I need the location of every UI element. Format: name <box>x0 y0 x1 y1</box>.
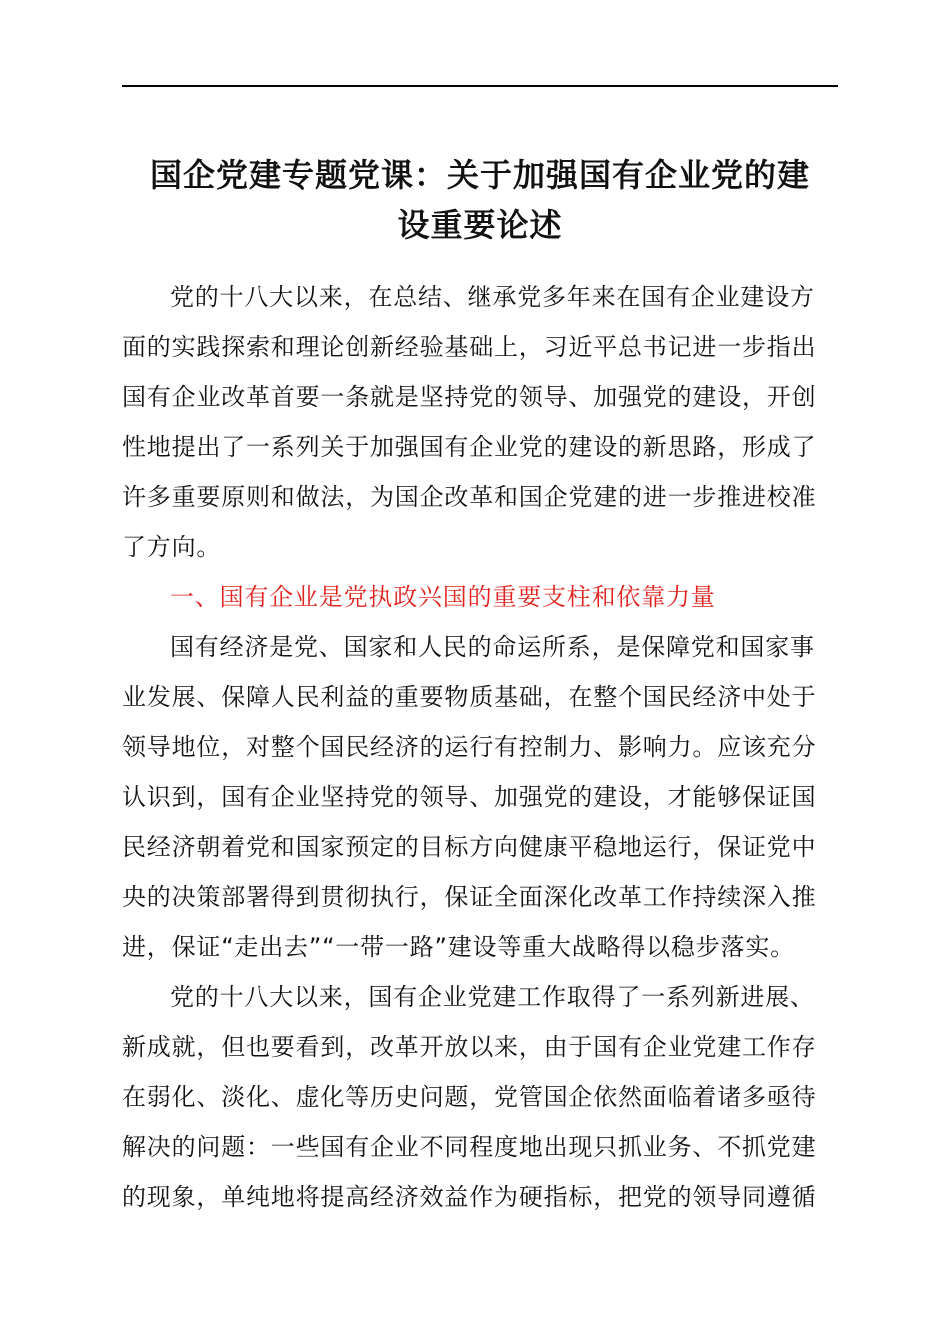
paragraph-section-1 <box>122 622 838 972</box>
text-line: 业发展、保障人民利益的重要物质基础，在整个国民经济中处于 <box>122 683 817 711</box>
text-line: 解决的问题：一些国有企业不同程度地出现只抓业务、不抓党建 <box>122 1133 817 1161</box>
text-line: 民经济朝着党和国家预定的目标方向健康平稳地运行，保证党中 <box>122 833 817 861</box>
text-line: 国有企业改革首要一条就是坚持党的领导、加强党的建设，开创 <box>122 383 817 411</box>
text-line: 认识到，国有企业坚持党的领导、加强党的建设，才能够保证国 <box>122 783 817 811</box>
text-line: 央的决策部署得到贯彻执行，保证全面深化改革工作持续深入推 <box>122 883 817 911</box>
paragraph-section-2 <box>122 972 838 1222</box>
section-heading: 一、国有企业是党执政兴国的重要支柱和依靠力量 <box>170 583 716 611</box>
title-line: 国企党建专题党课：关于加强国有企业党的建 <box>149 156 810 194</box>
text-line: 党的十八大以来，国有企业党建工作取得了一系列新进展、 <box>170 983 815 1011</box>
text-line: 许多重要原则和做法，为国企改革和国企党建的进一步推进校准 <box>122 483 817 511</box>
text-line: 在弱化、淡化、虚化等历史问题，党管国企依然面临着诸多亟待 <box>122 1083 817 1111</box>
paragraph <box>122 622 838 972</box>
text-line: 了方向。 <box>122 533 222 561</box>
text-line: 性地提出了一系列关于加强国有企业党的建设的新思路，形成了 <box>122 433 817 461</box>
paragraph-intro <box>122 272 838 572</box>
section-heading-block <box>122 572 838 622</box>
text-line: 党的十八大以来，在总结、继承党多年来在国有企业建设方 <box>170 283 815 311</box>
document-title <box>122 150 838 250</box>
text-line: 新成就，但也要看到，改革开放以来，由于国有企业党建工作存 <box>122 1033 817 1061</box>
text-line: 国有经济是党、国家和人民的命运所系，是保障党和国家事 <box>170 633 815 661</box>
text-line: 进，保证“走出去”“一带一路”建设等重大战略得以稳步落实。 <box>122 933 795 961</box>
title-line: 设重要论述 <box>397 206 563 244</box>
paragraph <box>122 972 838 1222</box>
text-line: 的现象，单纯地将提高经济效益作为硬指标，把党的领导同遵循 <box>122 1183 817 1211</box>
header-rule <box>122 85 838 87</box>
text-line: 领导地位，对整个国民经济的运行有控制力、影响力。应该充分 <box>122 733 817 761</box>
paragraph <box>122 272 838 572</box>
text-line: 面的实践探索和理论创新经验基础上，习近平总书记进一步指出 <box>122 333 817 361</box>
